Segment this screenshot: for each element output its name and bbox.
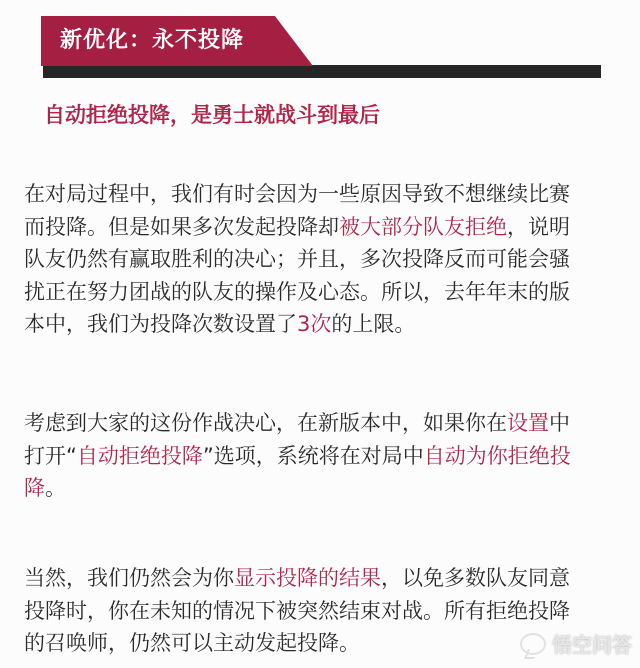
p2-highlight-option: 自动拒绝投降 [76, 443, 203, 468]
p2-line3b: 。 [45, 476, 66, 500]
p1-line5a: 本中，我们为投降次数设置了 [24, 312, 297, 336]
paragraph-2 [24, 407, 624, 505]
banner-title: 新优化：永不投降 [60, 28, 245, 53]
p1-line2a: 而投降。但是如果多次发起投降却 [24, 214, 339, 239]
p2-highlight-settings: 设置 [507, 411, 549, 435]
banner-underline [43, 65, 601, 78]
p2-line2c: ”选项，系统将在对局中 [202, 443, 424, 468]
chat-bubble-icon [520, 633, 546, 655]
p2-line2a: 打开“ [24, 443, 77, 468]
p1-highlight-rejected: 被大部分队友拒绝 [339, 214, 507, 239]
p3-highlight-result: 显示投降的结果 [234, 566, 381, 590]
p1-line3: 队友仍然有赢取胜利的决心；并且，多次投降反而可能会骚 [24, 247, 570, 271]
section-subtitle: 自动拒绝投降，是勇士就战斗到最后 [44, 103, 380, 127]
p3-line1a: 当然，我们仍然会为你 [24, 566, 234, 590]
p3-line1c: ，以免多数队友同意 [381, 566, 570, 590]
p1-line4: 扰正在努力团战的队友的操作及心态。所以，去年年末的版 [24, 279, 570, 304]
p1-line1: 在对局过程中，我们有时会因为一些原因导致不想继续比赛 [24, 182, 570, 206]
p3-line2: 投降时，你在未知的情况下被突然结束对战。所有拒绝投降 [24, 598, 570, 623]
p2-line1a: 考虑到大家的这份作战决心，在新版本中，如果你在 [24, 411, 507, 435]
p2-highlight-auto-end: 降 [24, 476, 45, 500]
p2-highlight-auto: 自动为你拒绝投 [423, 443, 571, 468]
paragraph-1 [24, 178, 624, 341]
p2-line1c: 中 [549, 411, 570, 435]
p3-line3: 的召唤师，仍然可以主动发起投降。 [24, 631, 360, 655]
p1-line5c: 的上限。 [331, 312, 416, 336]
watermark-text: 悟空问答 [552, 633, 632, 657]
watermark [520, 629, 632, 658]
p1-line2c: ，说明 [507, 214, 570, 239]
p1-highlight-limit: 3次 [297, 312, 332, 336]
